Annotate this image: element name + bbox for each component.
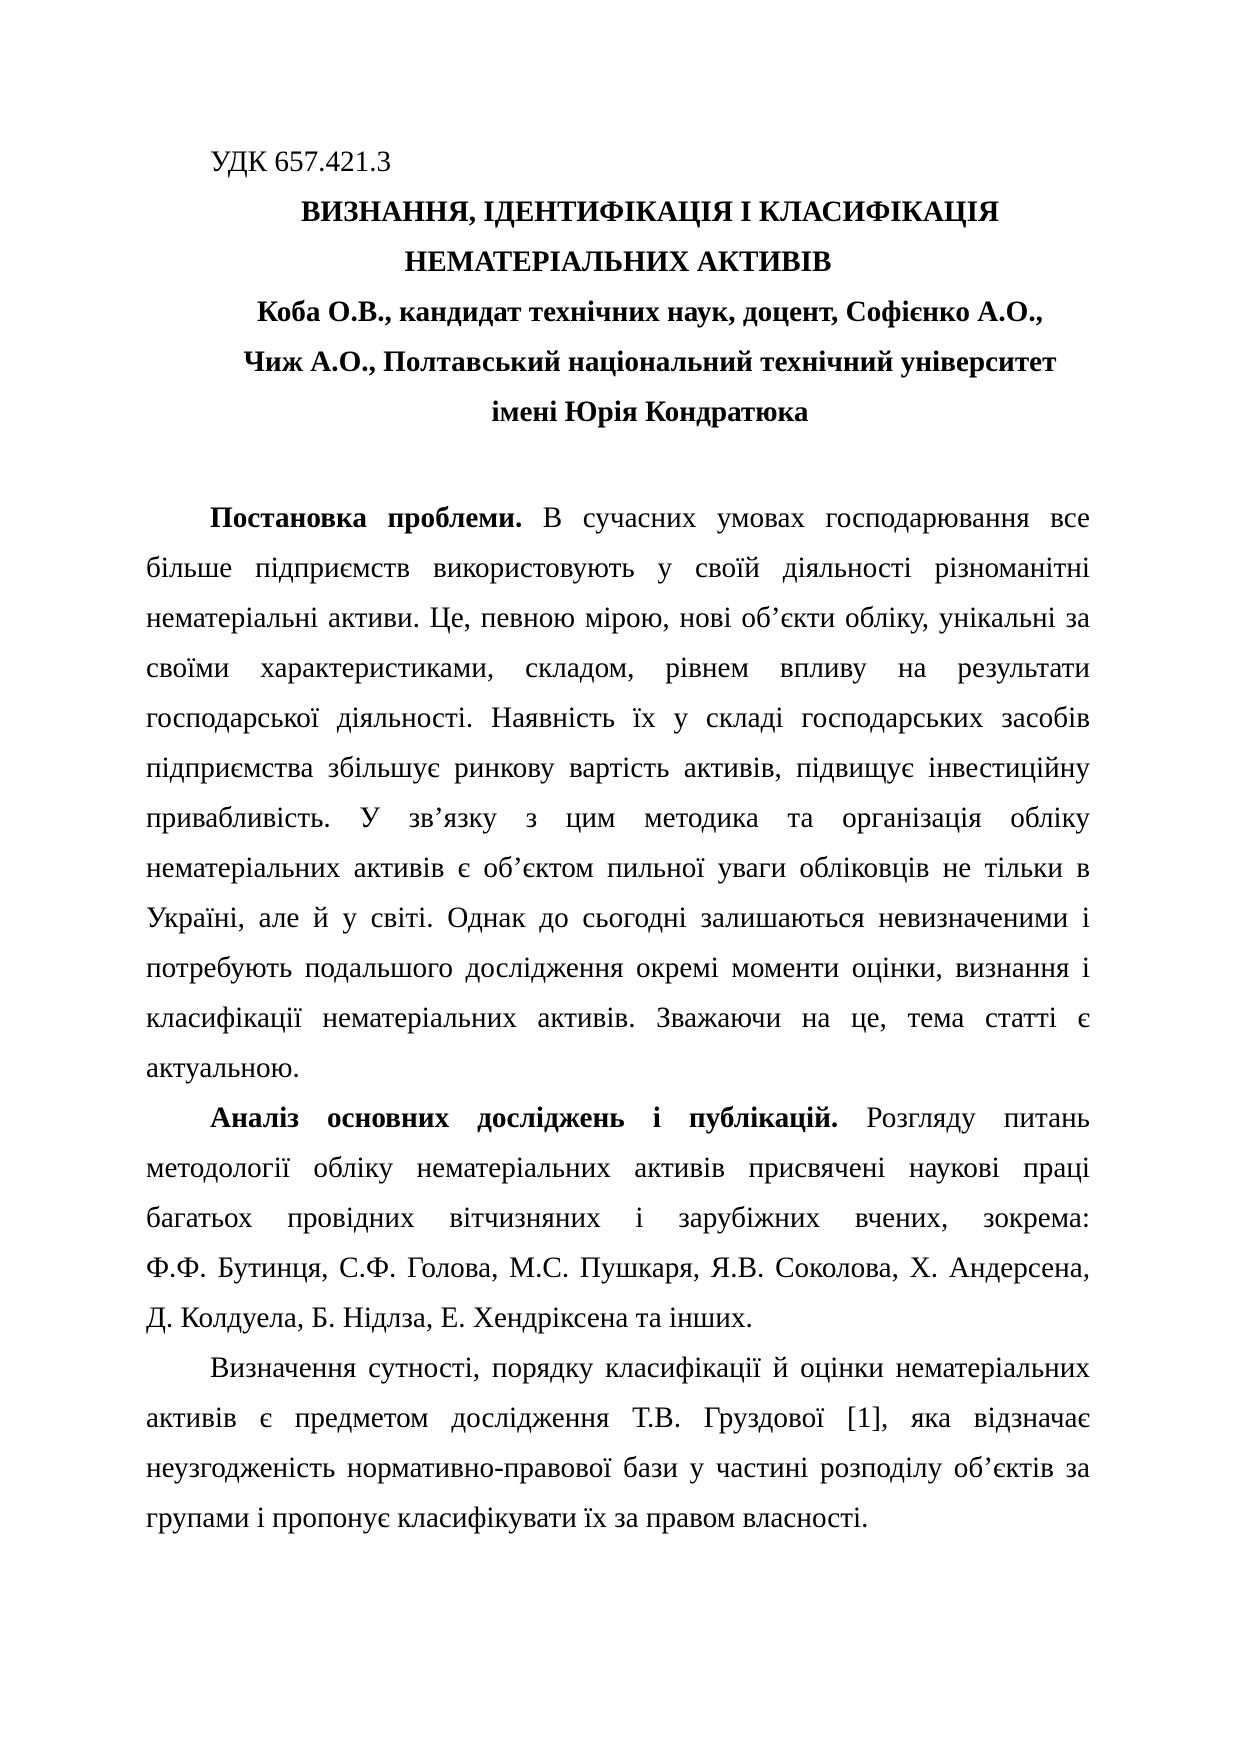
page-content	[146, 137, 1090, 1543]
paragraph-text-analysis-of-research: Розгляду питань методології обліку нематеріальних активів присвячені наукові праці багатьох провідних вітчизняних і зарубіжних вчених, зокрема: Ф.Ф. Бутинця, С.Ф. Голова, М.С. Пушкаря, Я.В. Соколова, Х. Андерсена, Д. Колдуела, Б. Нідлза, Е. Хендріксена та інших.	[146, 1102, 1090, 1334]
blank-line-separator	[146, 437, 1090, 493]
authors-affiliation	[210, 287, 1090, 437]
paragraph-text-problem-statement: В сучасних умовах господарювання все більше підприємств використовують у своїй діяльності різноманітні нематеріальні активи. Це, певною мірою, нові об’єкти обліку, унікальні за своїми характеристиками, складом, рівнем впливу на результати господарської діяльності. Наявність їх у складі господарських засобів підприємства збільшує ринкову вартість активів, підвищує інвестиційну привабливість. У зв’язку з цим методика та організація обліку нематеріальних активів є об’єктом пильної уваги обліковців не тільки в Україні, але й у світі. Однак до сьогодні залишаються невизначеними і потребують подальшого дослідження окремі моменти оцінки, визнання і класифікації нематеріальних активів. Зважаючи на це, тема статті є актуальною.	[146, 502, 1090, 1084]
article-title-line-1: ВИЗНАННЯ, ІДЕНТИФІКАЦІЯ І КЛАСИФІКАЦІЯ	[300, 196, 1000, 228]
paragraph-problem-statement	[146, 493, 1090, 1093]
udc-code: УДК 657.421.3	[210, 146, 392, 178]
authors-line-3: імені Юрія Кондратюка	[491, 396, 809, 428]
authors-line-1: Коба О.В., кандидат технічних наук, доцент, Софієнко А.О.,	[257, 296, 1043, 328]
paragraph-text-definition-essence: Визначення сутності, порядку класифікації й оцінки нематеріальних активів є предметом дослідження Т.В. Груздової [1], яка відзначає неузгодженість нормативно-правової бази у частині розподілу об’єктів за групами і пропонує класифікувати їх за правом власності.	[146, 1352, 1090, 1534]
authors-line-2: Чиж А.О., Полтавський національний технічний університет	[243, 346, 1057, 378]
paragraph-lead-problem-statement: Постановка проблеми.	[210, 502, 523, 534]
article-title	[146, 187, 1090, 287]
paragraph-analysis-of-research	[146, 1093, 1090, 1343]
paragraph-lead-analysis-of-research: Аналіз основних досліджень і публікацій.	[210, 1102, 839, 1134]
paragraph-definition-essence	[146, 1343, 1090, 1543]
article-title-line-2: НЕМАТЕРІАЛЬНИХ АКТИВІВ	[404, 246, 832, 278]
